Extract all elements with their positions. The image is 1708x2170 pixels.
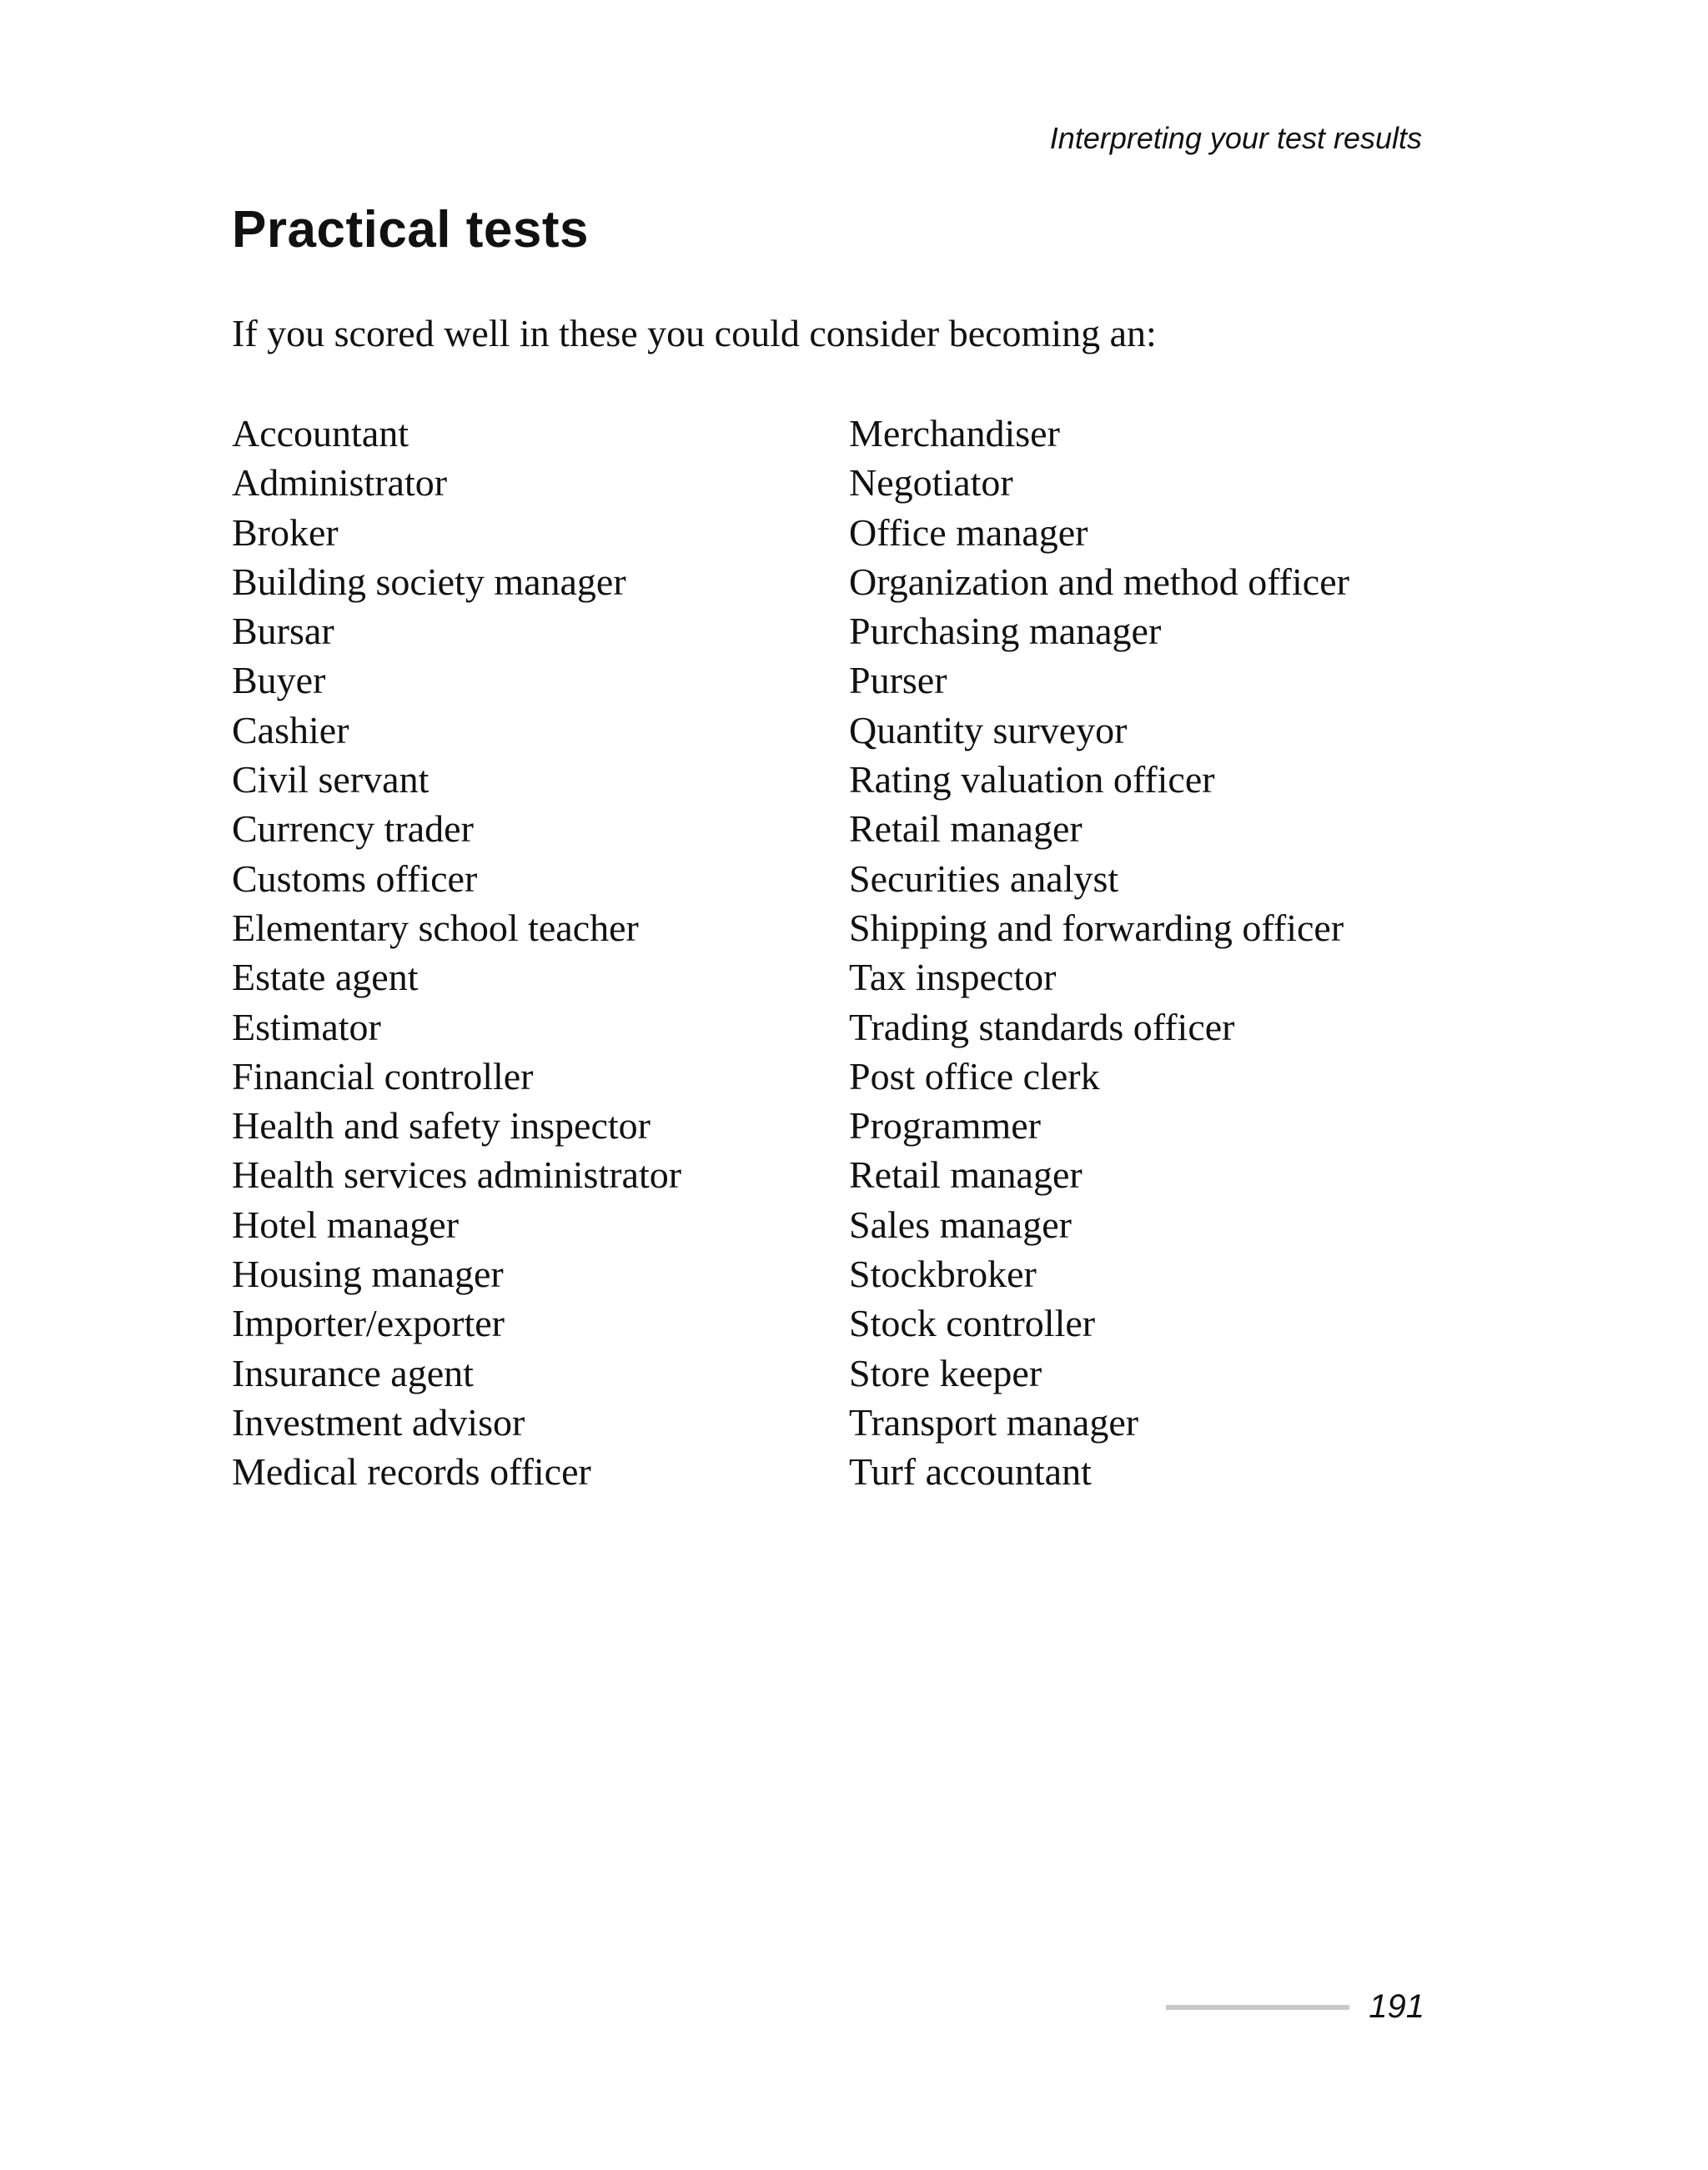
career-item: Stock controller <box>849 1302 1096 1345</box>
career-item: Health services administrator <box>232 1153 682 1197</box>
career-item: Health and safety inspector <box>232 1104 651 1148</box>
career-item: Financial controller <box>232 1054 534 1098</box>
career-item: Hotel manager <box>232 1203 460 1246</box>
career-item: Merchandiser <box>849 412 1060 455</box>
running-header: Interpreting your test results <box>1049 121 1422 155</box>
career-item: Elementary school teacher <box>232 906 639 949</box>
career-item: Medical records officer <box>232 1450 591 1494</box>
career-item: Transport manager <box>849 1400 1139 1444</box>
career-list-right <box>849 409 1349 1497</box>
career-item: Sales manager <box>849 1203 1072 1246</box>
page-footer <box>1166 1982 1424 2032</box>
career-item: Civil servant <box>232 758 430 801</box>
career-item: Turf accountant <box>849 1450 1092 1494</box>
career-item: Retail manager <box>849 807 1083 851</box>
career-item: Organization and method officer <box>849 560 1349 603</box>
career-item: Trading standards officer <box>849 1005 1235 1048</box>
career-item: Purser <box>849 659 947 702</box>
career-item: Office manager <box>849 510 1088 554</box>
career-item: Estate agent <box>232 956 419 999</box>
career-item: Insurance agent <box>232 1351 474 1394</box>
career-item: Housing manager <box>232 1253 504 1296</box>
career-item: Accountant <box>232 412 409 455</box>
footer-rule <box>1166 2005 1349 2010</box>
career-list-left <box>232 409 681 1497</box>
career-item: Negotiator <box>849 461 1013 505</box>
career-item: Administrator <box>232 461 448 505</box>
career-item: Rating valuation officer <box>849 758 1215 801</box>
career-item: Store keeper <box>849 1351 1042 1394</box>
career-item: Bursar <box>232 610 334 653</box>
career-item: Buyer <box>232 659 326 702</box>
career-item: Securities analyst <box>849 856 1119 900</box>
career-item: Investment advisor <box>232 1400 525 1444</box>
career-item: Building society manager <box>232 560 626 603</box>
career-item: Cashier <box>232 708 349 751</box>
intro-text: If you scored well in these you could consider becoming an: <box>232 312 1157 354</box>
career-item: Currency trader <box>232 807 474 851</box>
career-item: Importer/exporter <box>232 1302 505 1345</box>
section-title: Practical tests <box>232 201 589 259</box>
career-item: Broker <box>232 510 339 554</box>
career-item: Programmer <box>849 1104 1041 1148</box>
career-item: Retail manager <box>849 1153 1083 1197</box>
page-number: 191 <box>1369 1988 1424 2025</box>
career-item: Stockbroker <box>849 1253 1037 1296</box>
career-item: Quantity surveyor <box>849 708 1128 751</box>
career-item: Post office clerk <box>849 1054 1100 1098</box>
career-item: Purchasing manager <box>849 610 1162 653</box>
career-item: Tax inspector <box>849 956 1057 999</box>
career-item: Shipping and forwarding officer <box>849 906 1344 949</box>
career-item: Estimator <box>232 1005 381 1048</box>
career-item: Customs officer <box>232 856 478 900</box>
